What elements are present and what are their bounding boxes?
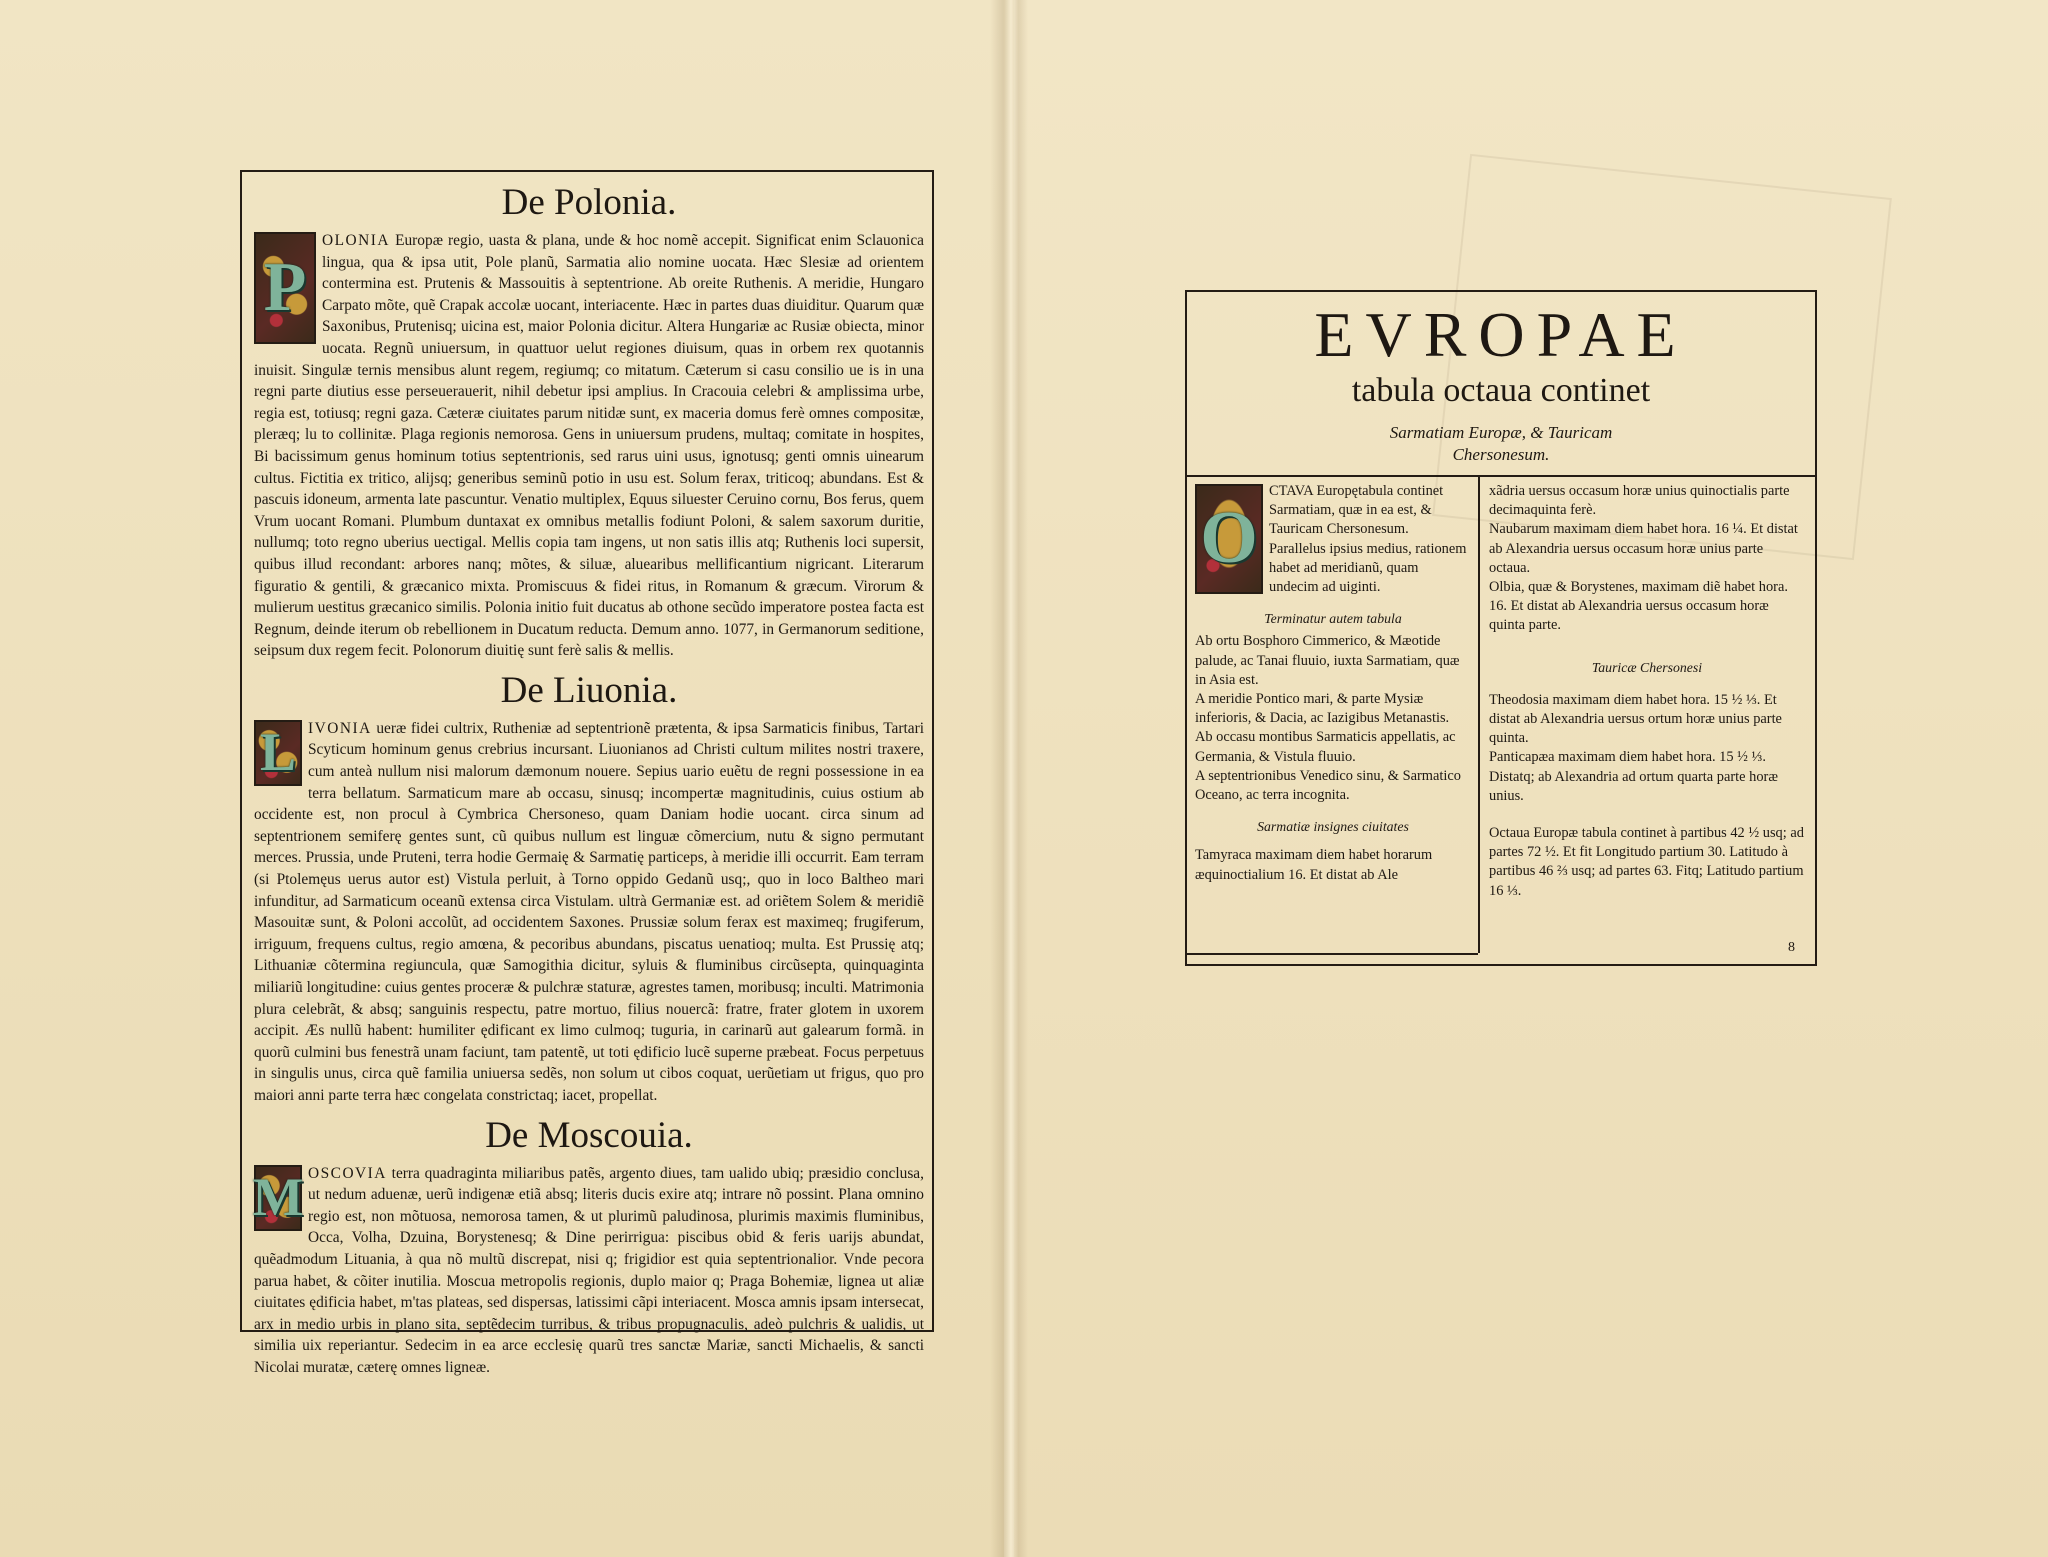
moscouia-paragraph [254, 1163, 924, 1379]
cities-heading: Sarmatiæ insignes ciuitates [1257, 819, 1409, 835]
moscouia-initial-ornament [254, 1165, 302, 1231]
left-column-bottom-rule [1187, 953, 1478, 955]
polonia-text: Europæ regio, uasta & plana, unde & hoc nomẽ accepit. Significat enim Sclauonica lingua, qua & ipsa utit, Pole planũ, Sarmatia alio nomine uocata. Hæc Slesiæ ad orientem contermina est. Prutenis & Massouitis à septentrione. Ab oreite Ruthenis. A meridie, Hungaro Carpato mõte, quẽ Crapak accolæ uocant, interiacente. Hæc in partes duas diuiditur. Quarum quæ Saxonibus, Prutenisq; uicina est, maior Polonia dicitur. Altera Hungariæ ac Rusiæ obiecta, minor uocata. Regnũ uniuersum, in quattuor uelut regiones diuisum, quas in orbem rex quotannis inuisit. Singulæ ternis mensibus alunt regem, regiumq; co mitatum. Cæterum si casu consilio ue is in una regni parte diutius esse perseuerauerit, nihil debetur ipsi amplius. In Cracouia celebri & amplissima urbe, regia est, totiusq; regni gaza. Cæteræ ciuitates parum nitidæ sunt, ex maceria domus ferè omnes compositæ, pleræq; lu to collinitæ. Plaga regionis nemorosa. Gens in uniuersum prudens, multaq; comitate in hospites, Bi bacissimum genus hominum totius septentrionis, sed rarus uini usus, ignotusq; genti omnis uinearum cultus. Fictitia ex tritico, alijsq; generibus seminũ potio in usu est. Solum ferax, triticoq; abundans. Est & pascuis idoneum, armenta late pascuntur. Venatio multiplex, Equus siluester Ceruino cornu, Bos ferus, quem Vrum uocant Romani. Plumbum duntaxat ex omnibus metallis fodiunt Poloni, & salem saxorum duritie, nullumq; toto regno uberius uectigal. Mellis copia tam ingens, ut non satis illis atq; Ruthenis loci supersit, quibus illud recondant: arbores nanq; mõtes, & siluæ, aluearibus mellificantium nigricant. Literarum figuratio & gentili, & græcanico mixta. Promiscuus & fidei ritus, in Romanum & græcum. Virorum & mulierum uestitus græcanico similis. Polonia initio fuit ducatus ab othone secũdo imperatore postea facta est Regnum, deinde iterum ob rebellionem in Ducatum reducta. Demum anno. 1077, in Germanorum seditione, seipsum dux regem fecit. Polonorum diuitię sunt ferè salis & mellis. [254, 232, 924, 660]
europae-subtitle: tabula octaua continet [1351, 372, 1651, 409]
cities-left-text: Tamyraca maximam diem habet horarum æquinoctialium 16. Et distat ab Ale [1195, 847, 1433, 883]
intro-lead: CTAVA [1269, 483, 1313, 499]
moscouia-title: De Moscouia. [485, 1114, 693, 1156]
olbia-text: Olbia, quæ & Borystenes, maximam diẽ habet hora. 16. Et distat ab Alexandria uersus occasum horæ quinta parte. [1489, 579, 1788, 634]
liuonia-paragraph [254, 718, 924, 1107]
europae-desc-line-1: Sarmatiam Europæ, & Tauricam [1389, 423, 1613, 442]
parallel-text: Parallelus ipsius medius, rationem habet ad meridianũ, quam undecim ad uiginti. [1269, 540, 1467, 596]
moscouia-initial-letter: M [252, 1166, 304, 1227]
left-column [1195, 482, 1471, 885]
liuonia-text: ueræ fidei cultrix, Rutheniæ ad septentrionẽ prætenta, & ipsa Sarmaticis finibus, Tartari Scyticum hominum genus crebrius incursant. Liuonianos ad Christi cultum milites nostri traxere, cum anteà nullum nisi malorum dæmonum nouere. Sepius uario euẽtu de regni possessione in ea terra bellatum. Sarmaticum mare ab occasu, sinusq; incompertæ magnitudinis, cuius ostium ab occidente est, non procul à Cymbrica Chersoneso, quam Daniam hodie uocant. circa sinum ad septentrionem semiferę gentes sunt, cũ quibus nullum est linguæ cõmercium, nutu & signo permutant merces. Prussia, unde Pruteni, terra hodie Germaię & Sarmatię particeps, à meridie illi occurrit. Eam terram (si Ptolemęus uerus autor est) Vistula perluit, à Torno oppido Gedanũ usq;, quo in loco Baltheo mari infunditur, ad Sarmaticum oceanũ extensa circa Vistulam. ultrà Germaniæ est. ad oriẽtem Solem & meridiẽ Masouitæ sunt, & Poloni accolũt, ad occidentem Saxones. Prussiæ solum ferax est maximeq; frugiferum, irriguum, frequens cultus, regio amœna, & pecoribus abundans, piscatus uenatioq; multa. Est Prussię atq; Lithuaniæ cõtermina regiuncula, quæ Samogithia dicitur, syluis & fluminibus circũsepta, quinquaginta miliariũ longitudine: cuius gentes proceræ & pulchræ staturæ, agrestes tamen, moribusq; inculti. Matrimonia plura celebrãt, & absq; sanguinis respectu, patre mortuo, filius nouercã: fratre, frater glotem in uxorem accipit. Æs nullũ habent: humiliter ędificant ex limo culmoq; tuguria, in carinarũ aut galearum formã. in quorũ culmini bus fenestrã unam faciunt, tam patentẽ, ut toti ędificio lucẽ superne præbeat. Focus perpetuus in singulis unus, circa quẽ familia uniuersa sedẽs, non solum ut cibos coquat, uerũetiam ut frigus, quo pro maiori anni parte terra hæc congelata constrictaq; iacet, propellat. [254, 719, 924, 1104]
polonia-paragraph [254, 230, 924, 662]
liuonia-lead: IVONIA [308, 719, 372, 737]
center-fold [990, 0, 1028, 1557]
folio-number: 8 [1788, 940, 1795, 955]
summary-text: Octaua Europæ tabula continet à partibus 42 ½ usq; ad partes 72 ½. Et fit Longitudo partium 30. Latitudo à partibus 46 ⅔ usq; ad partes 63. Fitq; Latitudo partium 16 ⅓. [1489, 825, 1804, 899]
termination-north: A septentrionibus Venedico sinu, & Sarmatico Oceano, ac terra incognita. [1195, 767, 1461, 804]
moscouia-text: terra quadraginta miliaribus patẽs, argento diues, tam ualido ubiq; præsidio conclusa, ut nedum aduenæ, uerũ indigenæ etiã absq; literis ducis exire atq; intrare nõ possint. Plana omnino regio est, non mõtuosa, nemorosa tamen, & ut plurimũ paludinosa, plurimis maximis fluminibus, Occa, Volha, Dzuina, Borystenesq; & Dine perirrigua: piscibus obid & feris uarijs abundat, quẽadmodum Lituania, à qua nõ multũ discrepat, nisi q; frigidior est quia septentrionalior. Vnde pecora parua habet, & cõiter inutilia. Moscua metropolis regionis, duplo maior q; Praga Bohemiæ, lignea ut aliæ ciuitates ędificia habet, m'tas plateas, sed dispersas, latissimi cãpi interiacent. Mosca amnis ipsam intersecat, arx in medio urbis in plano sita, septẽdecim turribus, & tribus propugnaculis, adeò pulchris & ualidis, ut similia uix reperiantur. Sedecim in ea arce ecclesię quarũ tres sanctæ Mariæ, sancti Michaelis, & sancti Nicolai muratæ, cæterę omnes ligneæ. [254, 1164, 924, 1376]
right-text-frame [1185, 290, 1817, 966]
polonia-title: De Polonia. [501, 182, 677, 223]
theodosia-text: Theodosia maximam diem habet hora. 15 ½ ⅓. Et distat ab Alexandria uersus ortum horæ unius parte quinta. [1489, 691, 1782, 747]
spacer [1489, 806, 1805, 824]
intro-text: Europętabula continet Sarmatiam, quæ in ea est, & Tauricam Chersonesum. [1269, 483, 1444, 538]
termination-heading: Terminatur autem tabula [1264, 611, 1402, 627]
europae-description [1187, 422, 1815, 466]
liuonia-title: De Liuonia. [500, 669, 678, 711]
liuonia-initial-letter: L [259, 722, 297, 783]
right-column [1489, 482, 1805, 901]
europae-title: EVROPAE [1314, 299, 1688, 370]
termination-east: Ab ortu Bosphoro Cimmerico, & Mæotide palude, ac Tanai fluuio, iuxta Sarmatiam, quæ in Asia est. [1195, 633, 1460, 688]
moscouia-lead: OSCOVIA [308, 1164, 387, 1182]
liuonia-initial-ornament [254, 720, 302, 786]
cities-continued: xãdria uersus occasum horæ unius quinoctialis parte decimaquinta ferè. [1489, 483, 1790, 519]
column-divider [1478, 475, 1480, 953]
naubarum-text: Naubarum maximam diem habet hora. 16 ¼. Et distat ab Alexandria uersus occasum horæ unius parte octaua. [1489, 521, 1798, 576]
polonia-initial-letter: P [263, 249, 307, 327]
europae-desc-line-2: Chersonesum. [1452, 445, 1550, 464]
octaua-initial-letter: O [1200, 497, 1258, 580]
panticapaea-text: Panticapæa maximam diem habet hora. 15 ½ ⅓. Distatq; ab Alexandria ad ortum quarta parte horæ unius. [1489, 749, 1778, 804]
termination-south: A meridie Pontico mari, & parte Mysiæ inferioris, & Dacia, ac Iazigibus Metanastis. [1195, 691, 1450, 727]
header-rule [1187, 475, 1815, 477]
octaua-initial-ornament [1195, 484, 1263, 594]
termination-west: Ab occasu montibus Sarmaticis appellatis, ac Germania, & Vistula fluuio. [1195, 729, 1456, 765]
left-text-frame [240, 170, 934, 1376]
polonia-initial-ornament [254, 232, 316, 344]
taurica-heading: Tauricæ Chersonesi [1591, 659, 1703, 675]
polonia-lead: OLONIA [322, 232, 390, 249]
